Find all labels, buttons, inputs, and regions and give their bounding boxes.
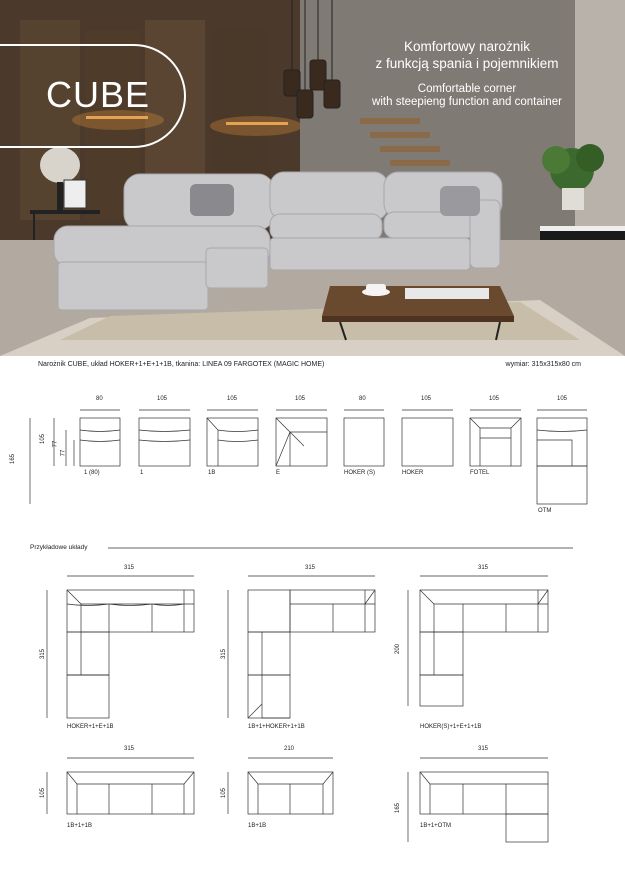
layout-width: 315 — [478, 565, 489, 571]
product-caption: Narożnik CUBE, układ HOKER+1+E+1+1B, tkanina: LINEA 09 FARGOTEX (MAGIC HOME) — [38, 361, 325, 368]
layout-depth: 315 — [40, 648, 47, 660]
module-width: 105 — [157, 396, 168, 402]
module-depth-total: 165 — [10, 453, 17, 465]
layout-depth: 165 — [395, 802, 402, 814]
module-width: 105 — [421, 396, 432, 402]
layout-name: 1B+1+1B — [67, 823, 93, 829]
module-label: 1 (80) — [84, 470, 100, 476]
layout-depth: 315 — [221, 648, 228, 660]
brand-name: CUBE — [46, 74, 151, 115]
module-label: HOKER (S) — [344, 470, 376, 476]
module-width: 80 — [359, 396, 366, 402]
module-width: 80 — [96, 396, 103, 402]
module-drawings — [0, 380, 625, 872]
layouts-heading: Przykładowe układy — [30, 544, 88, 551]
layout-name: HOKER+1+E+1B — [67, 724, 114, 730]
layout-name: 1B+1+HOKER+1+1B — [248, 724, 305, 730]
module-label: E — [276, 470, 281, 476]
module-depth: 105 — [40, 433, 47, 445]
layout-width: 315 — [124, 565, 135, 571]
layout-name: 1B+1+OTM — [420, 823, 452, 829]
module-label: FOTEL — [470, 470, 490, 476]
tagline-english — [347, 83, 587, 109]
hero-photo — [0, 0, 625, 356]
layout-name: HOKER(S)+1+E+1+1B — [420, 724, 482, 730]
module-width: 105 — [489, 396, 500, 402]
tagline-en-line2: with steepieng function and container — [372, 96, 562, 108]
module-label: OTM — [538, 508, 552, 514]
module-width: 105 — [557, 396, 568, 402]
layout-depth: 200 — [395, 643, 402, 655]
module-label: 1 — [140, 470, 144, 476]
module-seat-depth: 77 — [60, 449, 67, 457]
tagline-pl-line2: z funkcją spania i pojemnikiem — [375, 56, 559, 71]
tagline-pl-line1: Komfortowy narożnik — [403, 39, 531, 54]
layout-width: 210 — [284, 746, 295, 752]
layout-name: 1B+1B — [248, 823, 267, 829]
layout-width: 315 — [478, 746, 489, 752]
layout-depth: 105 — [40, 787, 47, 799]
tagline-en-line1: Comfortable corner — [417, 83, 517, 95]
layout-width: 315 — [305, 565, 316, 571]
module-seat-depth: 77 — [52, 440, 59, 448]
module-label: HOKER — [402, 470, 424, 476]
layout-width: 315 — [124, 746, 135, 752]
product-dimensions: wymiar: 315x315x80 cm — [505, 361, 581, 368]
tagline-polish — [347, 38, 587, 72]
module-label: 1B — [208, 470, 216, 476]
layout-depth: 105 — [221, 787, 228, 799]
module-width: 105 — [295, 396, 306, 402]
module-width: 105 — [227, 396, 238, 402]
